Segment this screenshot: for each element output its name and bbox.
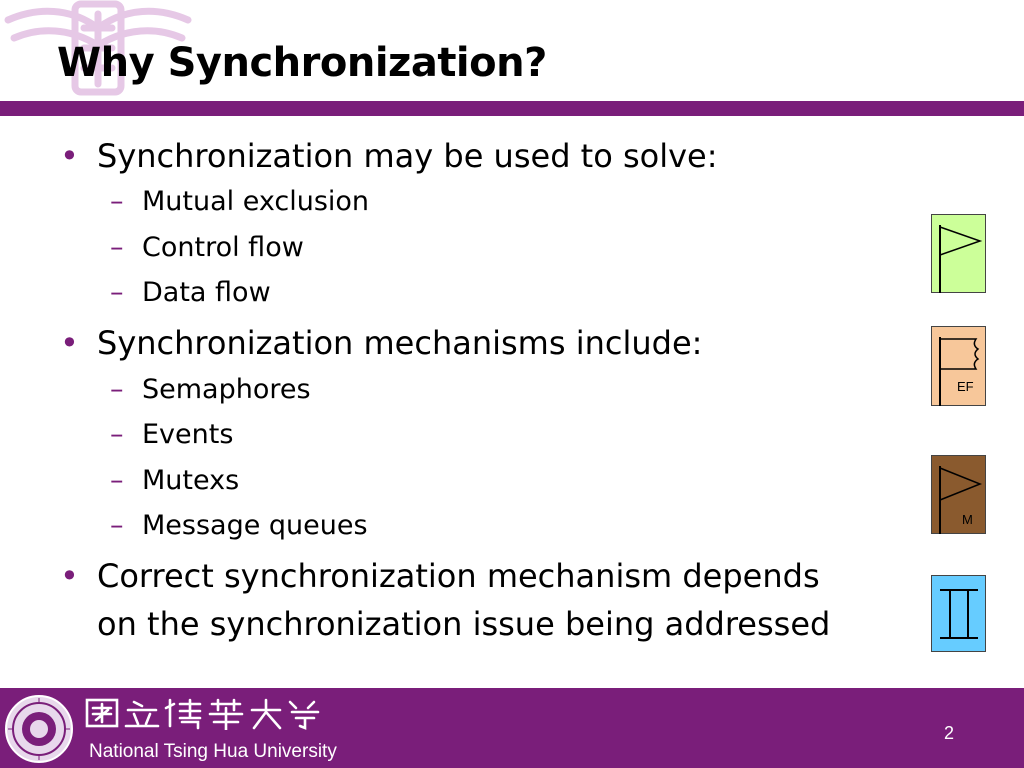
sub-bullet-dash-icon: –: [110, 465, 124, 496]
sub-bullet-dash-icon: –: [110, 374, 124, 405]
bullet-dot-icon: •: [60, 557, 79, 595]
sub-bullet-text: Data flow: [142, 277, 271, 308]
bullet-text: on the synchronization issue being addressed: [97, 605, 831, 643]
mutex-flag-label: M: [962, 512, 973, 527]
university-calligraphy-logo: [84, 696, 324, 730]
sub-bullet-text: Semaphores: [142, 374, 311, 405]
bullet-dot-icon: •: [60, 137, 79, 175]
semaphore-flag-icon: [931, 214, 986, 293]
bullet-text: Synchronization mechanisms include:: [97, 324, 703, 362]
event-flag-icon: [931, 326, 986, 406]
bullet-text: Synchronization may be used to solve:: [97, 137, 718, 175]
footer-bar: [0, 688, 1024, 768]
bullet-dot-icon: •: [60, 324, 79, 362]
message-queue-icon: [931, 575, 986, 652]
sub-bullet-text: Message queues: [142, 510, 368, 541]
sub-bullet-text: Control flow: [142, 232, 304, 263]
mutex-flag-icon: [931, 455, 986, 534]
nthu-seal-icon: [4, 694, 74, 764]
bullet-text: Correct synchronization mechanism depends: [97, 557, 820, 595]
sub-bullet-text: Mutexs: [142, 465, 240, 496]
sub-bullet-dash-icon: –: [110, 510, 124, 541]
sub-bullet-text: Mutual exclusion: [142, 186, 370, 217]
sub-bullet-dash-icon: –: [110, 232, 124, 263]
sub-bullet-dash-icon: –: [110, 419, 124, 450]
university-name: National Tsing Hua University: [89, 741, 337, 762]
page-number: 2: [944, 723, 955, 743]
sub-bullet-text: Events: [142, 419, 234, 450]
event-flag-label: EF: [957, 379, 974, 394]
sub-bullet-dash-icon: –: [110, 277, 124, 308]
sub-bullet-dash-icon: –: [110, 186, 124, 217]
slide-title: Why Synchronization?: [57, 40, 547, 86]
